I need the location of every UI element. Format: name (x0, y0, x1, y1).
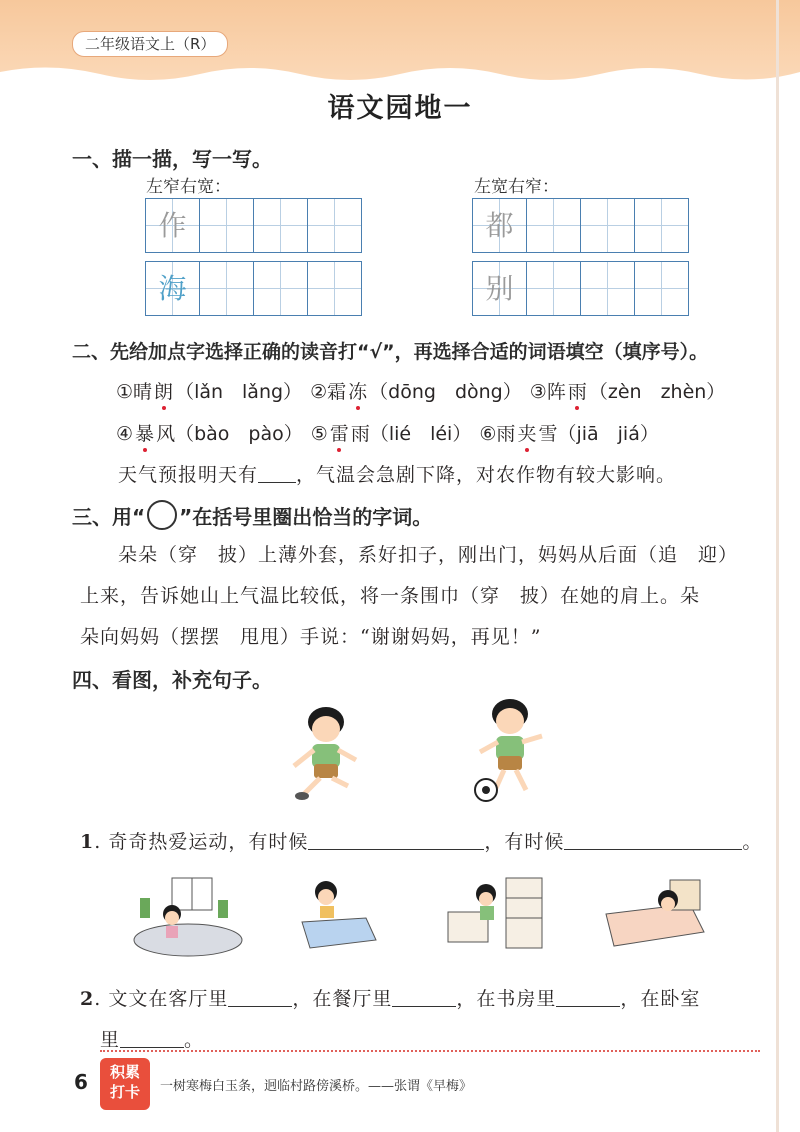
sentence-text: ，在书房里 (456, 988, 557, 1010)
heading-text: 三、用“ (72, 505, 146, 529)
option-label: ③阵 (529, 381, 566, 403)
grid-cell[interactable] (254, 262, 308, 315)
option-label: ④ (116, 423, 134, 445)
grid-cell[interactable] (635, 199, 688, 252)
pinyin-choice[interactable]: 风（bào pào） (156, 423, 303, 445)
grid-cell[interactable] (254, 199, 308, 252)
q4-sentence-2 (80, 984, 700, 1011)
grade-label: 二年级语文上（R） (72, 31, 228, 57)
option-label: ⑥雨 (479, 423, 516, 445)
grid-cell[interactable] (635, 262, 688, 315)
dotted-char: 冻 (348, 377, 367, 404)
sentence-text: 。 (184, 1029, 205, 1051)
dotted-char: 雷 (330, 419, 349, 446)
study-room-illustration (446, 872, 546, 952)
q4-sentence-2-cont (100, 1025, 204, 1052)
answer-blank[interactable] (556, 988, 620, 1007)
grid-cell[interactable] (200, 199, 254, 252)
sentence-text: 。 (742, 831, 763, 853)
grid-cell[interactable] (527, 262, 581, 315)
circle-icon (147, 500, 177, 530)
grid-cell[interactable] (473, 199, 527, 252)
q1-right-label: 左宽右窄： (474, 177, 559, 197)
answer-blank[interactable] (392, 988, 456, 1007)
badge-text-top: 积累 (109, 1063, 140, 1081)
heading-text: ”在括号里圈出恰当的字词。 (179, 505, 433, 529)
item-number: 1 (80, 831, 95, 853)
page-title: 语文园地一 (327, 93, 473, 124)
dotted-char: 朗 (154, 377, 173, 404)
page-edge (776, 0, 779, 1132)
option-label: ①晴 (116, 381, 153, 403)
grid-cell[interactable] (200, 262, 254, 315)
grid-cell[interactable] (581, 262, 635, 315)
dotted-char: 雨 (568, 377, 587, 404)
q1-left-label: 左窄右宽： (146, 177, 231, 197)
q3-heading (72, 500, 432, 530)
writing-grid-right-1 (472, 198, 689, 253)
writing-grid-right-2 (472, 261, 689, 316)
answer-blank[interactable] (564, 831, 742, 850)
grid-cell[interactable] (308, 262, 361, 315)
writing-grid-left-2 (145, 261, 362, 316)
q1-heading: 一、描一描，写一写。 (72, 147, 272, 171)
footer-divider (100, 1050, 760, 1052)
q3-line-2[interactable]: 上来，告诉她山上气温比较低，将一条围巾（穿 披）在她的肩上。朵 (80, 585, 701, 607)
sentence-text: . 奇奇热爱运动，有时候 (94, 831, 309, 853)
q3-line-3[interactable]: 朵向妈妈（摆摆 甩甩）手说：“谢谢妈妈，再见！” (80, 626, 542, 648)
dotted-char: 暴 (135, 419, 154, 446)
dining-room-illustration (296, 878, 378, 958)
sentence-text: . 文文在客厅里 (94, 988, 229, 1010)
q2-options-row-1 (116, 377, 727, 404)
badge-text-bottom: 打卡 (109, 1083, 140, 1101)
grid-cell[interactable] (146, 199, 200, 252)
pinyin-choice[interactable]: （zèn zhèn） (588, 381, 726, 403)
option-label: ②霜 (310, 381, 347, 403)
page-number: 6 (74, 1070, 88, 1094)
option-label: ⑤ (310, 423, 328, 445)
grid-cell[interactable] (146, 262, 200, 315)
pinyin-choice[interactable]: （lǎn lǎng） (175, 381, 303, 403)
q4-heading: 四、看图，补充句子。 (72, 668, 272, 692)
accumulate-badge (100, 1058, 150, 1110)
q2-heading: 二、先给加点字选择正确的读音打“√”，再选择合适的词语填空（填序号）。 (72, 341, 709, 363)
answer-blank[interactable] (308, 831, 484, 850)
boy-soccer-illustration (466, 692, 556, 804)
boy-running-illustration (286, 700, 366, 804)
answer-blank[interactable] (258, 464, 296, 483)
trace-char: 作 (158, 209, 187, 242)
sentence-text: ，在餐厅里 (292, 988, 393, 1010)
trace-char: 海 (158, 272, 187, 305)
pinyin-choice[interactable]: 雪（jiā jiá） (538, 423, 659, 445)
answer-blank[interactable] (120, 1029, 184, 1048)
sentence-text: ，气温会急剧下降，对农作物有较大影响。 (296, 464, 677, 486)
q2-options-row-2 (116, 419, 661, 446)
trace-char: 别 (485, 272, 514, 305)
item-number: 2 (80, 988, 95, 1010)
grid-cell[interactable] (527, 199, 581, 252)
q2-fill-sentence (118, 460, 676, 487)
grid-cell[interactable] (308, 199, 361, 252)
bedroom-illustration (600, 874, 710, 954)
living-room-illustration (128, 870, 248, 960)
q3-line-1[interactable]: 朵朵（穿 披）上薄外套，系好扣子，刚出门，妈妈从后面（追 迎） (118, 544, 739, 566)
trace-char: 都 (485, 209, 514, 242)
q4-sentence-1 (80, 827, 762, 854)
grid-cell[interactable] (581, 199, 635, 252)
writing-grid-left-1 (145, 198, 362, 253)
sentence-text: 里 (100, 1029, 121, 1051)
pinyin-choice[interactable]: 雨（lié léi） (350, 423, 472, 445)
grid-cell[interactable] (473, 262, 527, 315)
footer-quote: 一树寒梅白玉条，迥临村路傍溪桥。——张谓《早梅》 (160, 1079, 473, 1094)
sentence-text: ，在卧室 (620, 988, 701, 1010)
dotted-char: 夹 (517, 419, 536, 446)
pinyin-choice[interactable]: （dōng dòng） (369, 381, 522, 403)
sentence-text: ，有时候 (484, 831, 565, 853)
answer-blank[interactable] (228, 988, 292, 1007)
sentence-text: 天气预报明天有 (118, 464, 259, 486)
